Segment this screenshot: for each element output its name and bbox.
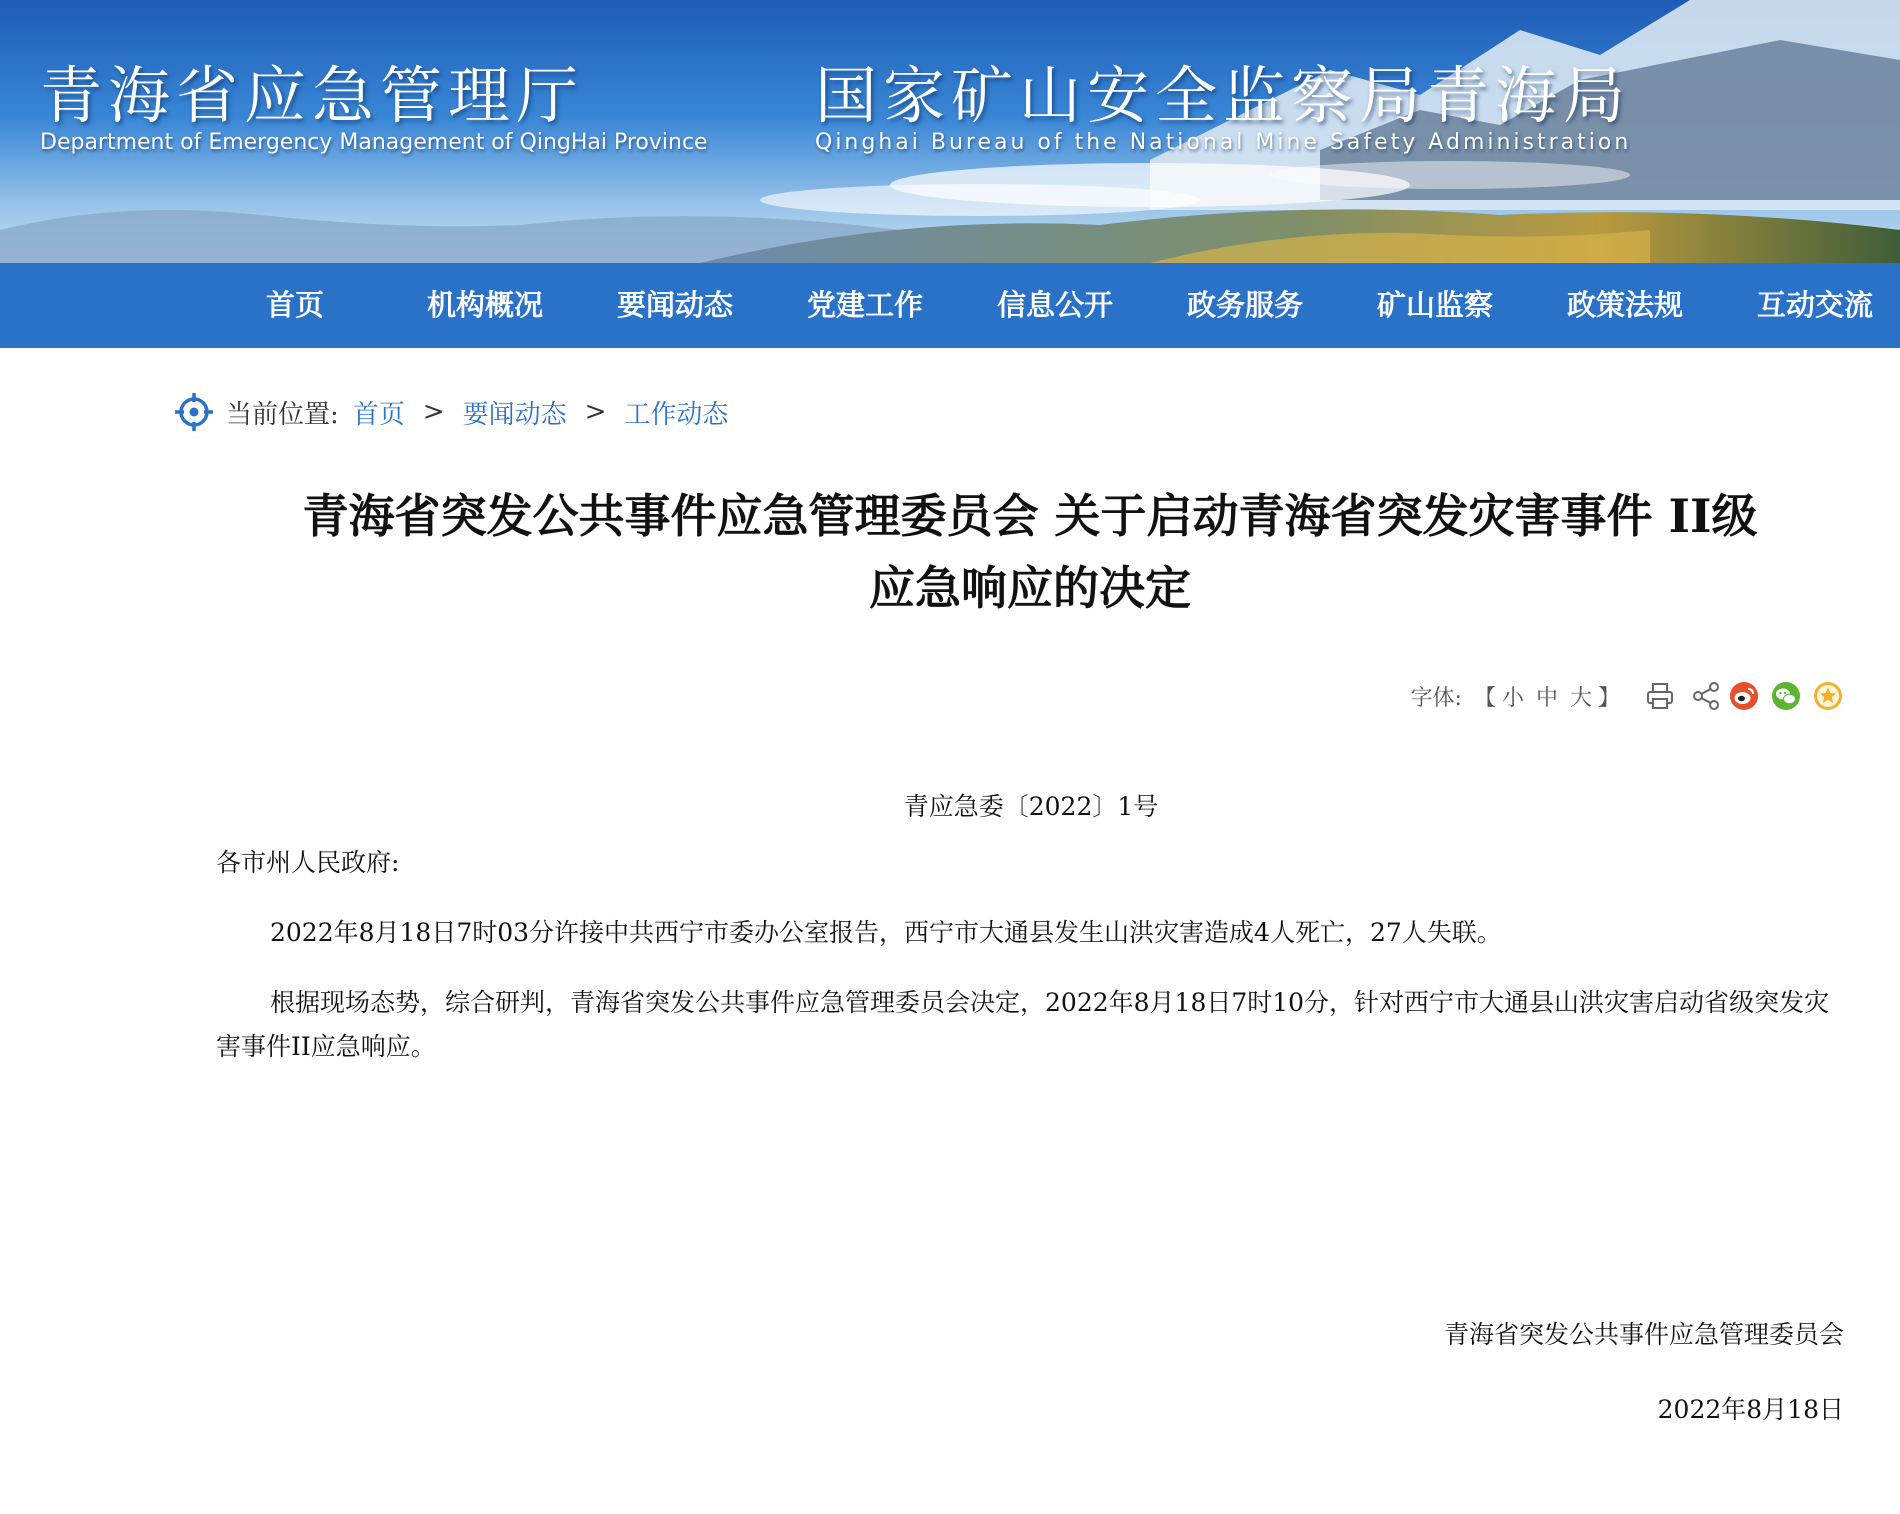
font-size-medium-button[interactable]: 中 bbox=[1535, 685, 1558, 711]
font-size-bracket-open: 【 bbox=[1473, 685, 1496, 711]
breadcrumb-separator: > bbox=[584, 397, 607, 427]
nav-item-news[interactable]: 要闻动态 bbox=[616, 288, 733, 322]
nav-item-information[interactable]: 信息公开 bbox=[996, 288, 1113, 322]
article-title-line-1: 青海省突发公共事件应急管理委员会 关于启动青海省突发灾害事件 II级 bbox=[302, 489, 1758, 543]
favorite-icon[interactable] bbox=[1812, 680, 1844, 712]
nav-item-party-building[interactable]: 党建工作 bbox=[806, 288, 923, 322]
nav-item-services[interactable]: 政务服务 bbox=[1186, 288, 1303, 322]
header-banner bbox=[0, 0, 1900, 263]
breadcrumb-separator: > bbox=[422, 397, 445, 427]
print-icon[interactable] bbox=[1644, 680, 1676, 712]
article-title-line-2: 应急响应的决定 bbox=[869, 561, 1191, 615]
wechat-icon[interactable] bbox=[1770, 680, 1802, 712]
breadcrumb-label: 当前位置: bbox=[226, 399, 339, 430]
article-tools bbox=[1411, 678, 1845, 714]
signature-date: 2022年8月18日 bbox=[1657, 1395, 1844, 1424]
share-icon[interactable] bbox=[1690, 680, 1722, 712]
font-size-small-button[interactable]: 小 bbox=[1501, 685, 1524, 711]
paragraph-decision: 根据现场态势，综合研判，青海省突发公共事件应急管理委员会决定，2022年8月18日7时10分，针对西宁市大通县山洪灾害启动省级突发灾害事件II应急响应。 bbox=[216, 988, 1830, 1061]
nav-item-interaction[interactable]: 互动交流 bbox=[1756, 288, 1873, 322]
location-target-icon bbox=[174, 392, 214, 432]
breadcrumb-link-news[interactable]: 要闻动态 bbox=[462, 399, 567, 430]
paragraph-report: 2022年8月18日7时03分许接中共西宁市委办公室报告，西宁市大通县发生山洪灾害造成4人死亡，27人失联。 bbox=[270, 918, 1502, 947]
signature-organization: 青海省突发公共事件应急管理委员会 bbox=[1443, 1320, 1844, 1349]
nav-item-mine-supervision[interactable]: 矿山监察 bbox=[1376, 288, 1493, 322]
nav-item-organization[interactable]: 机构概况 bbox=[426, 288, 543, 322]
font-size-bracket-close: 】 bbox=[1597, 685, 1620, 711]
font-size-label: 字体: bbox=[1410, 685, 1462, 711]
site-title-en-primary: Department of Emergency Management of QingHai Province bbox=[40, 130, 708, 155]
site-title-en-secondary: Qinghai Bureau of the National Mine Safety Administration bbox=[815, 130, 1632, 155]
nav-item-policies[interactable]: 政策法规 bbox=[1566, 288, 1683, 322]
breadcrumb-link-work-updates[interactable]: 工作动态 bbox=[624, 399, 729, 430]
addressee: 各市州人民政府: bbox=[216, 848, 400, 877]
nav-list bbox=[200, 263, 1900, 348]
article-title bbox=[200, 480, 1860, 624]
breadcrumb bbox=[174, 392, 742, 432]
nav-item-home[interactable]: 首页 bbox=[265, 288, 324, 322]
breadcrumb-link-home[interactable]: 首页 bbox=[352, 399, 405, 430]
main-nav bbox=[0, 263, 1900, 348]
font-size-large-button[interactable]: 大 bbox=[1569, 685, 1592, 711]
site-title-cn-secondary: 国家矿山安全监察局青海局 bbox=[815, 59, 1632, 132]
document-number: 青应急委〔2022〕1号 bbox=[903, 792, 1159, 821]
weibo-icon[interactable] bbox=[1728, 680, 1760, 712]
site-title-cn-primary: 青海省应急管理厅 bbox=[40, 59, 585, 132]
